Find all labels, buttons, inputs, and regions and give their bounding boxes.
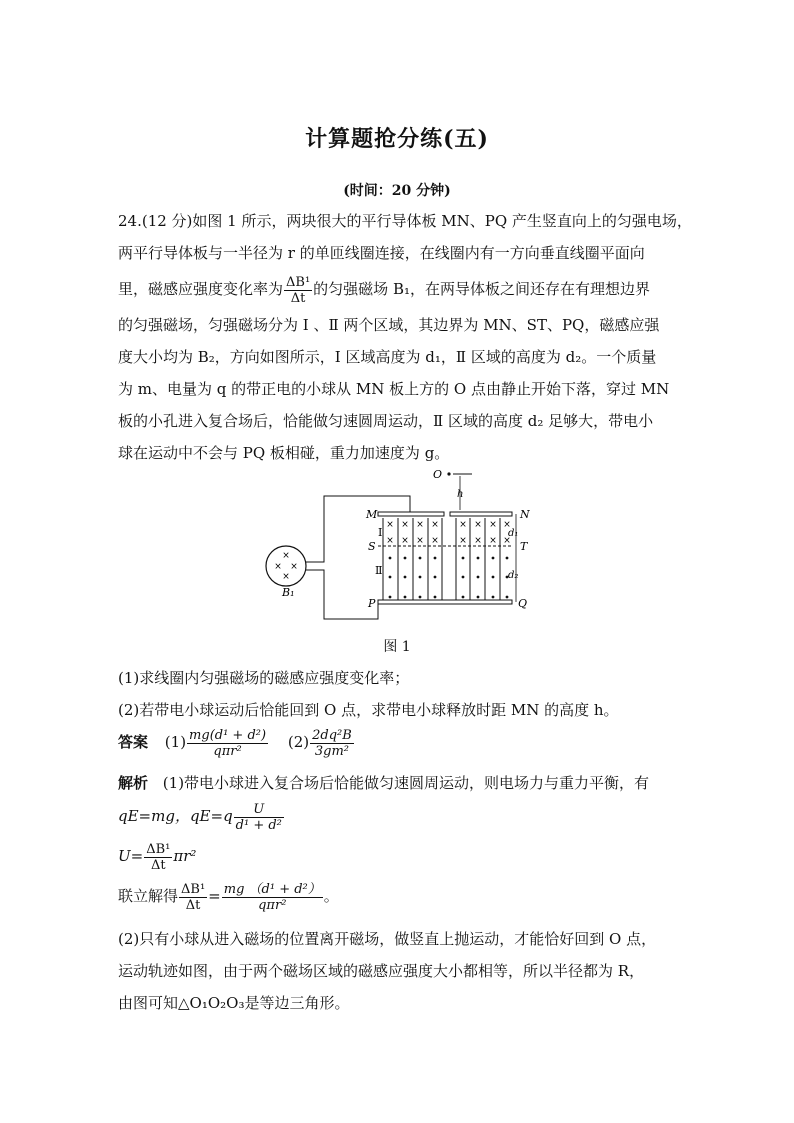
problem-line: 板的小孔进入复合场后，恰能做匀速圆周运动，Ⅱ 区域的高度 d₂ 足够大，带电小	[118, 412, 654, 430]
svg-text:×: ×	[474, 520, 482, 530]
answer-2-prefix: (2)	[287, 733, 310, 751]
fraction-denominator: 3gm²	[314, 743, 350, 759]
answer-line	[118, 722, 355, 762]
svg-text:×: ×	[290, 562, 298, 572]
fraction-denominator: d¹ + d²	[235, 817, 282, 833]
label-S: S	[368, 540, 376, 553]
analysis-label: 解析	[118, 774, 149, 792]
figure-1-diagram	[250, 462, 550, 634]
label-P: P	[368, 597, 376, 610]
analysis-line-7: 由图可知△O₁O₂O₃是等边三角形。	[118, 994, 350, 1012]
fraction-numerator: mg （d¹ + d²）	[223, 881, 321, 897]
svg-text:×: ×	[459, 536, 467, 546]
fraction-numerator: ΔB¹	[146, 841, 171, 857]
problem-line: 为 m、电量为 q 的带正电的小球从 MN 板上方的 O 点由静止开始下落，穿过 MN	[118, 380, 670, 398]
problem-text-segment: 里，磁感应强度变化率为	[118, 280, 284, 298]
fraction-numerator: ΔB¹	[181, 881, 206, 897]
wire-top	[306, 496, 410, 562]
svg-text:×: ×	[282, 572, 290, 582]
fraction-denominator: Δt	[150, 857, 166, 873]
fraction-numerator: 2dq²B	[312, 727, 352, 743]
problem-line: 24.(12 分)如图 1 所示，两块很大的平行导体板 MN、PQ 产生竖直向上的匀强电场，	[118, 212, 692, 230]
svg-text:×: ×	[274, 562, 282, 572]
problem-line: 两平行导体板与一半径为 r 的单匝线圈连接，在线圈内有一方向垂直线圈平面向	[118, 244, 645, 262]
problem-line: 球在运动中不会与 PQ 板相碰，重力加速度为 g。	[118, 444, 450, 462]
fraction-numerator: mg(d¹ + d²)	[189, 727, 267, 743]
label-O: O	[433, 468, 443, 481]
label-d1: d₁	[508, 528, 519, 539]
plate-MN-right	[450, 512, 512, 516]
time-note: (时间：20 分钟)	[343, 183, 451, 199]
wire-bottom	[306, 570, 378, 619]
plate-PQ	[378, 600, 512, 604]
label-N: N	[520, 508, 530, 521]
svg-text:×: ×	[282, 551, 290, 561]
svg-text:×: ×	[416, 536, 424, 546]
fraction-denominator: Δt	[290, 290, 306, 306]
point-O	[447, 472, 450, 475]
rate-fraction	[144, 842, 172, 873]
result-fraction	[222, 882, 323, 913]
analysis-text: 。	[323, 887, 339, 905]
svg-text:×: ×	[489, 520, 497, 530]
rate-fraction	[179, 882, 207, 913]
fraction-numerator: U	[234, 802, 284, 818]
svg-text:×: ×	[459, 520, 467, 530]
region-I-crosses	[386, 520, 511, 546]
svg-text:×: ×	[386, 536, 394, 546]
problem-line	[118, 269, 678, 309]
svg-text:×: ×	[401, 536, 409, 546]
label-region-II: Ⅱ	[375, 564, 383, 577]
svg-text:×: ×	[503, 536, 511, 546]
answer-1-fraction	[187, 728, 268, 759]
label-T: T	[520, 540, 528, 553]
analysis-line-6: 运动轨迹如图，由于两个磁场区域的磁感应强度大小都相等，所以半径都为 R，	[118, 962, 645, 980]
rate-fraction	[284, 275, 312, 306]
electric-field-lines	[383, 518, 500, 600]
label-M: M	[366, 508, 378, 521]
problem-line: 的匀强磁场，匀强磁场分为 Ⅰ 、Ⅱ 两个区域，其边界为 MN、ST、PQ，磁感应强	[118, 316, 660, 334]
question-1: (1)求线圈内匀强磁场的磁感应强度变化率；	[118, 669, 410, 687]
analysis-text: (1)带电小球进入复合场后恰能做匀速圆周运动，则电场力与重力平衡，有	[162, 774, 650, 792]
problem-line: 度大小均为 B₂，方向如图所示，Ⅰ 区域高度为 d₁，Ⅱ 区域的高度为 d₂。一个质量	[118, 348, 657, 366]
analysis-line-5: (2)只有小球从进入磁场的位置离开磁场，做竖直上抛运动，才能恰好回到 O 点，	[118, 930, 657, 948]
answer-1-prefix: (1)	[164, 733, 187, 751]
fraction-denominator: Δt	[185, 897, 201, 913]
label-h: h	[457, 489, 464, 500]
svg-text:×: ×	[489, 536, 497, 546]
svg-text:×: ×	[401, 520, 409, 530]
voltage-fraction	[234, 802, 284, 833]
analysis-text: 联立解得	[118, 887, 179, 905]
fraction-denominator: qπr²	[258, 897, 287, 913]
analysis-text: πr²	[173, 847, 197, 865]
svg-text:×: ×	[386, 520, 394, 530]
problem-text-segment: 的匀强磁场 B₁，在两导体板之间还存在有理想边界	[313, 280, 650, 298]
answer-2-fraction	[310, 728, 354, 759]
analysis-text: U=	[118, 847, 144, 865]
analysis-text: qE=mg，qE=q	[118, 807, 233, 825]
analysis-line-2	[118, 796, 285, 836]
svg-text:×: ×	[416, 520, 424, 530]
analysis-line-3	[118, 836, 196, 876]
label-d2: d₂	[508, 570, 519, 581]
label-B1: B₁	[282, 586, 295, 599]
problem-text	[118, 205, 692, 469]
label-region-I: Ⅰ	[378, 526, 383, 539]
svg-text:×: ×	[474, 536, 482, 546]
svg-text:×: ×	[503, 520, 511, 530]
svg-text:×: ×	[431, 536, 439, 546]
coil-field-crosses	[274, 551, 298, 582]
svg-text:×: ×	[431, 520, 439, 530]
fraction-numerator: ΔB¹	[286, 274, 311, 290]
label-Q: Q	[518, 597, 528, 610]
analysis-line-1	[118, 772, 649, 793]
fraction-denominator: qπr²	[213, 743, 242, 759]
analysis-line-4	[118, 876, 339, 916]
region-II-dots	[389, 557, 509, 599]
answer-label: 答案	[118, 733, 149, 751]
plate-MN-left	[378, 512, 444, 516]
page-title: 计算题抢分练(五)	[305, 126, 489, 152]
figure-caption: 图 1	[383, 639, 411, 655]
equals-sign: =	[208, 887, 221, 905]
question-2: (2)若带电小球运动后恰能回到 O 点，求带电小球释放时距 MN 的高度 h。	[118, 701, 619, 719]
